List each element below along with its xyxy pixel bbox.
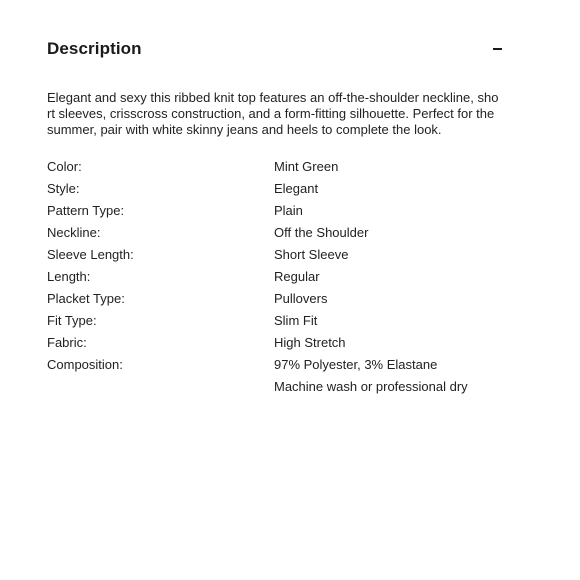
minus-icon (493, 48, 502, 50)
attribute-row (47, 155, 468, 177)
attribute-value: Elegant (274, 180, 319, 196)
collapse-button[interactable] (490, 42, 504, 56)
attribute-row (47, 243, 468, 265)
attribute-label: Pattern Type: (47, 202, 125, 218)
description-panel (47, 36, 507, 397)
attribute-label: Style: (47, 180, 80, 196)
attribute-row (47, 309, 468, 331)
attribute-row (47, 221, 468, 243)
attribute-label: Placket Type: (47, 290, 125, 306)
attribute-row (47, 331, 468, 353)
attribute-value: Regular (274, 268, 320, 284)
attribute-label: Composition: (47, 356, 123, 372)
section-title: Description (47, 39, 142, 58)
attribute-label (47, 375, 274, 397)
attribute-value: Short Sleeve (274, 246, 349, 262)
description-header[interactable] (47, 36, 507, 62)
attribute-row (47, 353, 468, 375)
attribute-label: Neckline: (47, 224, 101, 240)
product-description: Elegant and sexy this ribbed knit top features an off-the-shoulder neckline, short sleeves, crisscross construction, and a form-fitting silhouette. Perfect for the summer, pair with white skinny jeans and heels to complete the look. (47, 90, 499, 137)
attribute-table (47, 155, 468, 397)
attribute-label: Color: (47, 158, 82, 174)
attribute-row (47, 177, 468, 199)
attribute-value: Mint Green (274, 158, 339, 174)
attribute-label: Fit Type: (47, 312, 97, 328)
attribute-value: High Stretch (274, 334, 346, 350)
attribute-row (47, 287, 468, 309)
attribute-row (47, 265, 468, 287)
attribute-value: Plain (274, 202, 303, 218)
attribute-label: Fabric: (47, 334, 87, 350)
attribute-label: Length: (47, 268, 91, 284)
attribute-value: Pullovers (274, 290, 328, 306)
attribute-value: Machine wash or professional dry (274, 378, 468, 394)
attribute-value: Off the Shoulder (274, 224, 369, 240)
attribute-row (47, 199, 468, 221)
attribute-row (47, 375, 468, 397)
attribute-value: 97% Polyester, 3% Elastane (274, 356, 438, 372)
attribute-value: Slim Fit (274, 312, 318, 328)
attribute-label: Sleeve Length: (47, 246, 134, 262)
